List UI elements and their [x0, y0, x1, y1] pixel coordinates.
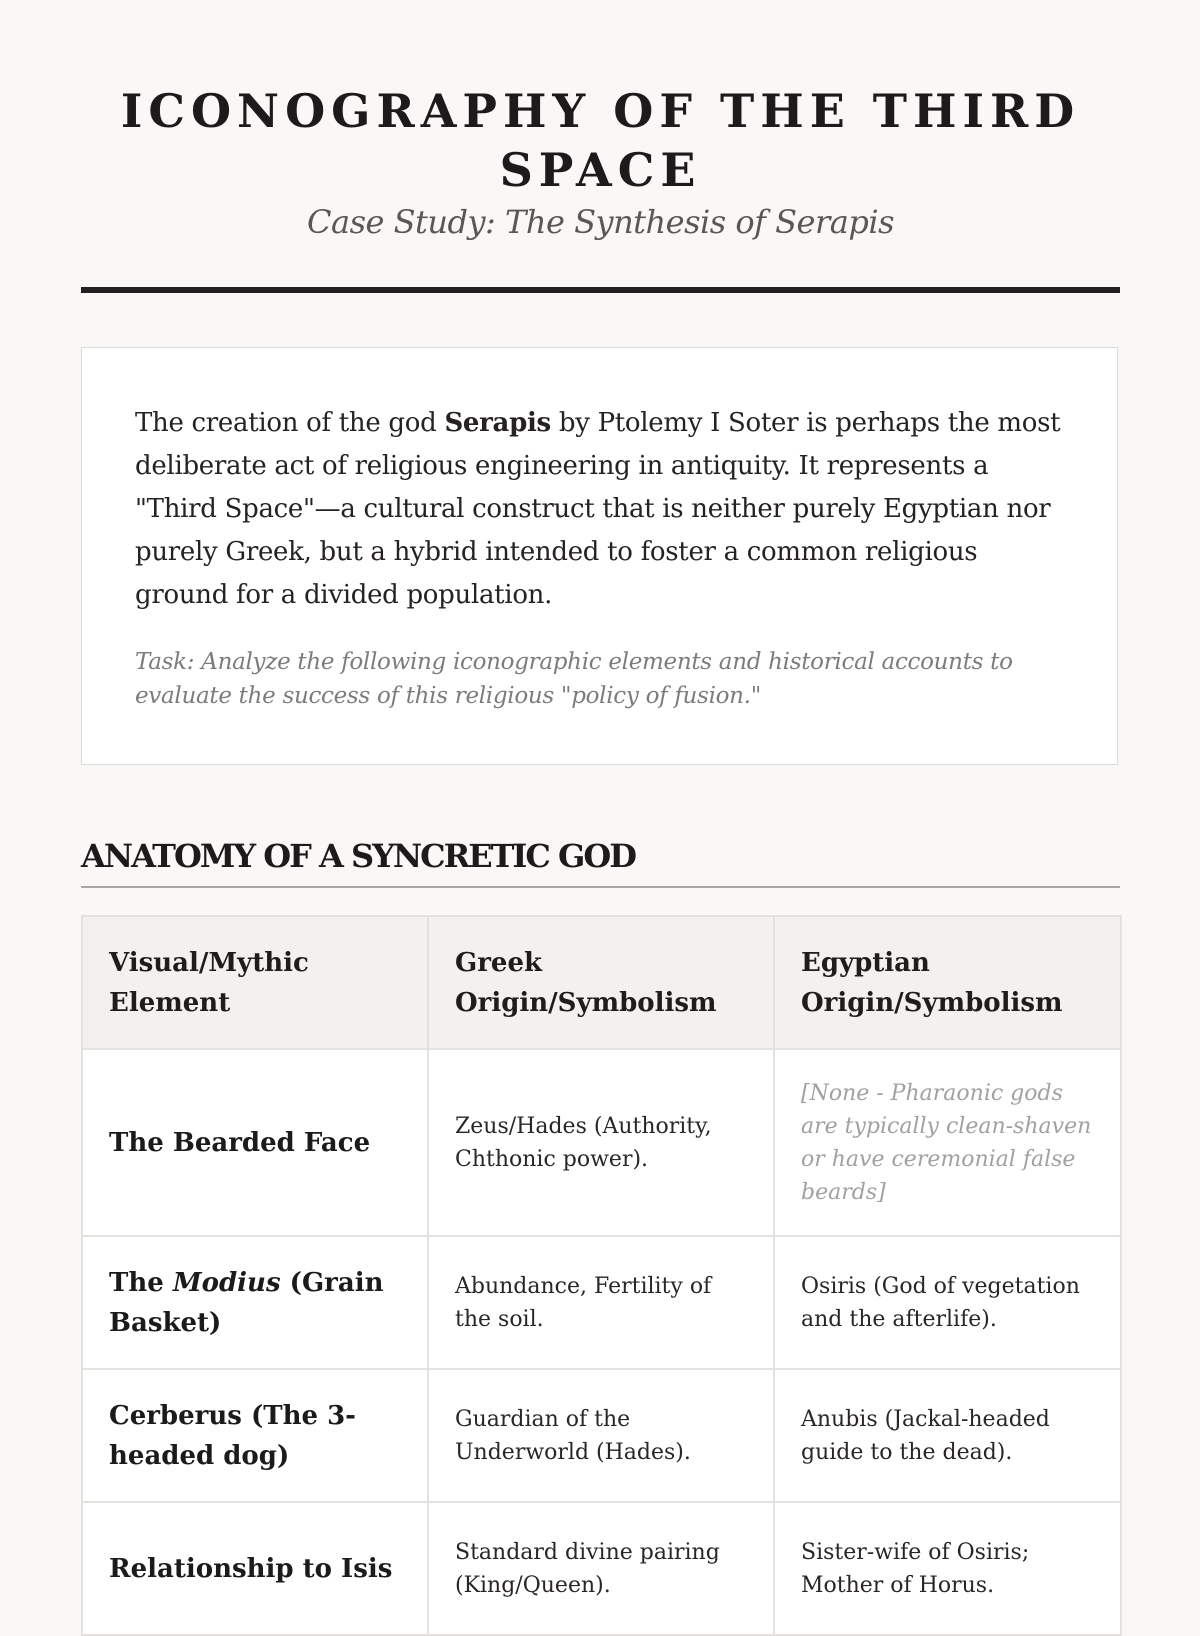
egyptian-cell: Anubis (Jackal-headed guide to the dead).: [774, 1369, 1121, 1502]
table-header-row: [82, 916, 1121, 1049]
egyptian-cell: [None - Pharaonic gods are typically clean-shaven or have ceremonial false beards]: [774, 1049, 1121, 1236]
title-divider: [81, 287, 1120, 293]
element-suffix: (Grain Basket): [109, 1267, 384, 1338]
column-header-egyptian: Egyptian Origin/Symbolism: [774, 916, 1121, 1049]
element-cell: Relationship to Isis: [82, 1502, 428, 1635]
intro-text-after: by Ptolemy I Soter is perhaps the most deliberate act of religious engineering in antiquity. It represents a "Third Space"—a cultural construct that is neither purely Egyptian nor purely Greek, but a hybrid intended to foster a common religious ground for a divided population.: [135, 408, 1061, 610]
section-heading: ANATOMY OF A SYNCRETIC GOD: [81, 837, 635, 875]
greek-cell: Zeus/Hades (Authority, Chthonic power).: [428, 1049, 774, 1236]
greek-cell: Guardian of the Underworld (Hades).: [428, 1369, 774, 1502]
element-cell: [82, 1236, 428, 1369]
column-header-greek: Greek Origin/Symbolism: [428, 916, 774, 1049]
egyptian-cell: Sister-wife of Osiris; Mother of Horus.: [774, 1502, 1121, 1635]
table-row: [82, 1236, 1121, 1369]
element-cell: Cerberus (The 3-headed dog): [82, 1369, 428, 1502]
greek-cell: Standard divine pairing (King/Queen).: [428, 1502, 774, 1635]
element-prefix: The: [109, 1267, 173, 1298]
greek-cell: Abundance, Fertility of the soil.: [428, 1236, 774, 1369]
column-header-element: Visual/Mythic Element: [82, 916, 428, 1049]
section-divider: [81, 886, 1120, 888]
egyptian-cell: Osiris (God of vegetation and the afterlife).: [774, 1236, 1121, 1369]
page-title: ICONOGRAPHY OF THE THIRD SPACE: [120, 84, 1081, 197]
task-instruction: Task: Analyze the following iconographic elements and historical accounts to evaluate the success of this religious "policy of fusion.": [135, 649, 1013, 709]
element-cell: The Bearded Face: [82, 1049, 428, 1236]
intro-text-before: The creation of the god: [135, 408, 445, 438]
table-row: [82, 1502, 1121, 1635]
intro-text-bold: Serapis: [444, 408, 551, 438]
page-subtitle: Case Study: The Synthesis of Serapis: [307, 203, 894, 241]
table-row: [82, 1049, 1121, 1236]
table-row: [82, 1369, 1121, 1502]
element-italic: Modius: [172, 1267, 281, 1298]
anatomy-table: [81, 915, 1122, 1636]
intro-paragraph: [135, 402, 1075, 617]
